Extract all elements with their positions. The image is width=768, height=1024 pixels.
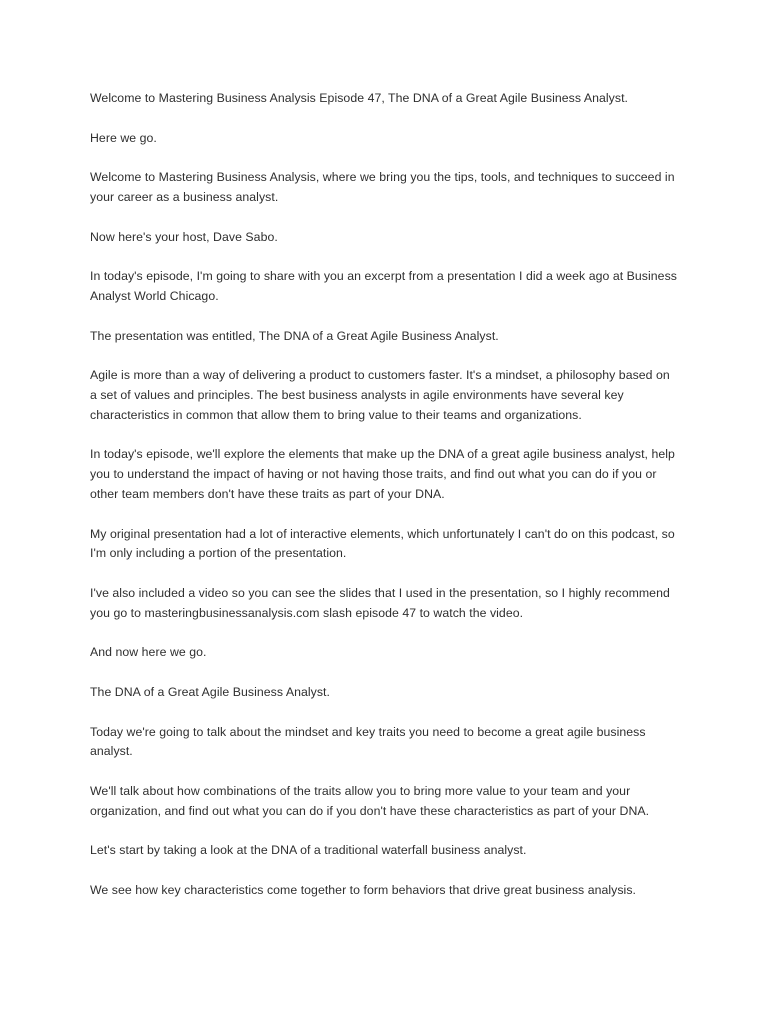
- paragraph-agile-mindset: Agile is more than a way of delivering a product to customers faster. It's a mindset, a philosophy based on a set of values and principles. The best business analysts in agile environments have several key characteristics in common that allow them to bring value to their teams and organizations.: [90, 368, 670, 422]
- paragraph-interactive-elements: My original presentation had a lot of interactive elements, which unfortunately I can't do on this podcast, so I'm only including a portion of the presentation.: [90, 526, 675, 561]
- paragraph-host-intro: Now here's your host, Dave Sabo.: [90, 229, 278, 244]
- document-page: [90, 89, 680, 920]
- paragraph-now-here-we-go: And now here we go.: [90, 645, 207, 660]
- paragraph-episode-intro: Welcome to Mastering Business Analysis Episode 47, The DNA of a Great Agile Business Analyst.: [90, 91, 629, 105]
- paragraph-episode-overview: In today's episode, we'll explore the elements that make up the DNA of a great agile business analyst, help you to understand the impact of having or not having those traits, and find out what you can do if you or other team members don't have these traits as part of your DNA.: [90, 447, 675, 501]
- paragraph-waterfall-dna: Let's start by taking a look at the DNA of a traditional waterfall business analyst.: [90, 843, 527, 858]
- paragraph-mindset-traits: Today we're going to talk about the mindset and key traits you need to become a great agile business analyst.: [90, 724, 646, 759]
- paragraph-dna-title: The DNA of a Great Agile Business Analyst.: [90, 684, 330, 699]
- paragraph-presentation-title: The presentation was entitled, The DNA of a Great Agile Business Analyst.: [90, 328, 499, 343]
- paragraph-video-recommendation: I've also included a video so you can see the slides that I used in the presentation, so I highly recommend you go to masteringbusinessanalysis.com slash episode 47 to watch the video.: [90, 585, 670, 620]
- paragraph-episode-excerpt: In today's episode, I'm going to share with you an excerpt from a presentation I did a week ago at Business Analyst World Chicago.: [90, 269, 677, 303]
- paragraph-show-welcome: Welcome to Mastering Business Analysis, where we bring you the tips, tools, and techniques to succeed in your career as a business analyst.: [90, 170, 675, 204]
- paragraph-here-we-go: Here we go.: [90, 130, 157, 145]
- paragraph-trait-combinations: We'll talk about how combinations of the traits allow you to bring more value to your team and your organization, and find out what you can do if you don't have these characteristics as part of your DNA.: [90, 783, 650, 818]
- paragraph-key-characteristics: We see how key characteristics come together to form behaviors that drive great business analysis.: [90, 882, 636, 897]
